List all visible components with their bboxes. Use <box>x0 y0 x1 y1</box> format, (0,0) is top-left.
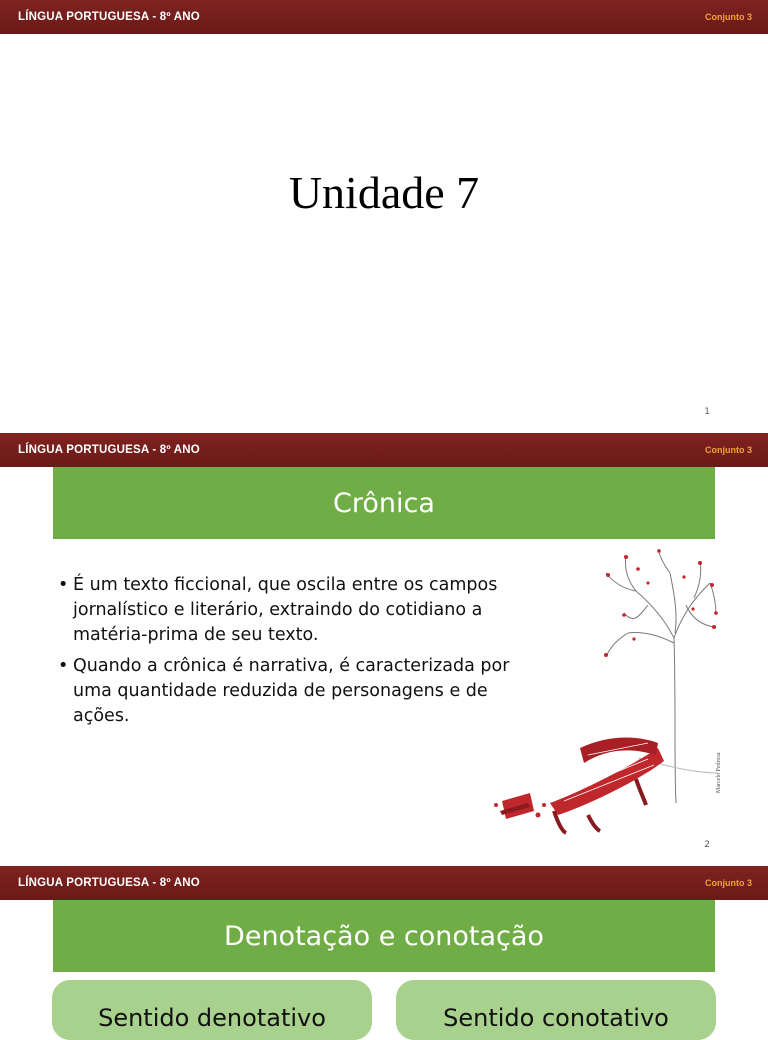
slide-header <box>0 866 768 900</box>
bullet-item: • É um texto ficcional, que oscila entre os campos jornalístico e literário, extraindo do cotidiano a matéria-prima de seu texto. <box>58 573 538 648</box>
slide-title: Crônica <box>333 487 435 519</box>
header-set-label: Conjunto 3 <box>705 12 752 22</box>
header-set-label: Conjunto 3 <box>705 878 752 888</box>
slide-2 <box>0 433 768 866</box>
bench-icon <box>550 738 664 833</box>
bullet-list <box>58 573 538 735</box>
page-number: 1 <box>704 407 710 417</box>
bullet-item: • Quando a crônica é narrativa, é caracterizada por uma quantidade reduzida de personagens e de ações. <box>58 654 538 729</box>
connotative-box: Sentido conotativo <box>396 980 716 1040</box>
denotative-box: Sentido denotativo <box>52 980 372 1040</box>
bench-tree-illustration <box>488 543 722 833</box>
slide-title: Denotação e conotação <box>224 920 544 952</box>
tree-icon <box>606 549 716 803</box>
slide-title-bar <box>53 467 715 539</box>
laptop-icon <box>494 793 546 819</box>
slide-title-bar <box>53 900 715 972</box>
slide-header <box>0 433 768 467</box>
page-number: 2 <box>704 840 710 850</box>
header-title: LÍNGUA PORTUGUESA - 8º ANO <box>18 444 200 456</box>
header-set-label: Conjunto 3 <box>705 445 752 455</box>
slide-3 <box>0 866 768 1032</box>
header-title: LÍNGUA PORTUGUESA - 8º ANO <box>18 11 200 23</box>
header-title: LÍNGUA PORTUGUESA - 8º ANO <box>18 877 200 889</box>
slide-1 <box>0 0 768 433</box>
image-credit: Marcelo Pedrosa <box>716 752 722 793</box>
slide-header <box>0 0 768 34</box>
slide-title: Unidade 7 <box>288 167 480 218</box>
